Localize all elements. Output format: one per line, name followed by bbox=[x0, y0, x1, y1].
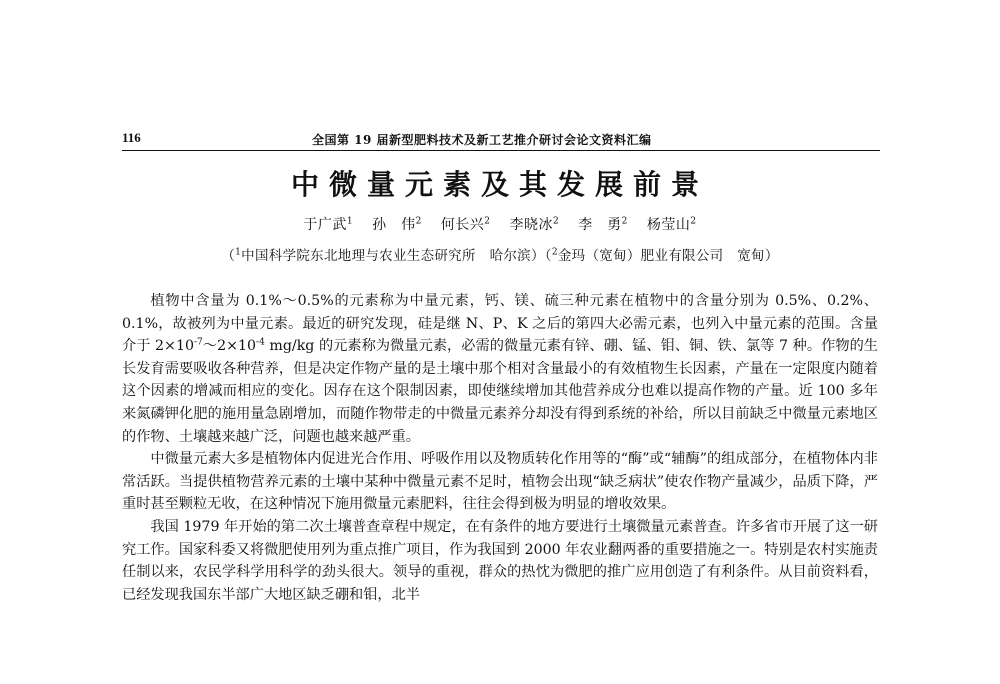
author: 杨莹山$^2$ bbox=[646, 216, 697, 233]
paragraph: 植物中含量为 0.1%～0.5%的元素称为中量元素，钙、镁、硫三种元素在植物中的含量分别为 0.5%、0.2%、0.1%，故被列为中量元素。最近的研究发现，硅是继 N、P、K 之后的第四大必需元素，也列入中量元素的范围。含量介于 $2\times 10^{-7}\sim 2\times 10^{-4}$ mg/kg 的元素称为微量元素，必需的微量元素有锌、硼、锰、钼、铜、铁、氯等 7 种。作物的生长发育需要吸收各种营养，但是决定作物产量的是土壤中那个相对含量最小的有效植物生长因素，产量在一定限度内随着这个因素的增减而相应的变化。因存在这个限制因素，即使继续增加其他营养成分也难以提高作物的产量。近 100 多年来氮磷钾化肥的施用量急剧增加，而随作物带走的中微量元素养分却没有得到系统的补给，所以目前缺乏中微量元素地区的作物、土壤越来越广泛，问题也越来越严重。 bbox=[122, 293, 878, 445]
author: 李 勇$^2$ bbox=[578, 216, 628, 233]
author-list bbox=[0, 214, 1000, 234]
paper-title: 中微量元素及其发展前景 bbox=[290, 168, 709, 201]
page-number: 116 bbox=[122, 130, 141, 145]
author: 于广武$^1$ bbox=[303, 216, 354, 233]
author: 李晓冰$^2$ bbox=[509, 216, 560, 233]
running-title: 全国第 19 届新型肥料技术及新工艺推介研讨会论文资料汇编 bbox=[312, 133, 652, 147]
paragraph: 我国 1979 年开始的第二次土壤普查章程中规定，在有条件的地方要进行土壤微量元素普查。许多省市开展了这一研究工作。国家科委又将微肥使用列为重点推广项目，作为我国到 2000 年农业翻两番的重要措施之一。特别是农村实施责任制以来，农民学科学用科学的劲头很大。领导的重视，群众的热忱为微肥的推广应用创造了有利条件。从目前资料看，已经发现我国东半部广大地区缺乏硼和钼，北半 bbox=[122, 518, 878, 603]
paragraph: 中微量元素大多是植物体内促进光合作用、呼吸作用以及物质转化作用等的“酶”或“辅酶”的组成部分，在植物体内非常活跃。当提供植物营养元素的土壤中某种中微量元素不足时，植物会出现“缺乏病状”使农作物产量减少，品质下降，严重时甚至颗粒无收，在这种情况下施用微量元素肥料，往往会得到极为明显的增收效果。 bbox=[122, 451, 878, 513]
body-text bbox=[122, 290, 878, 606]
running-header bbox=[122, 128, 880, 151]
author: 何长兴$^2$ bbox=[440, 216, 491, 233]
author: 孙 伟$^2$ bbox=[372, 216, 422, 233]
affiliations: （$^1$中国科学院东北地理与农业生态研究所 哈尔滨）（$^2$金玛（宽甸）肥业有限公司 宽甸） bbox=[221, 247, 779, 264]
